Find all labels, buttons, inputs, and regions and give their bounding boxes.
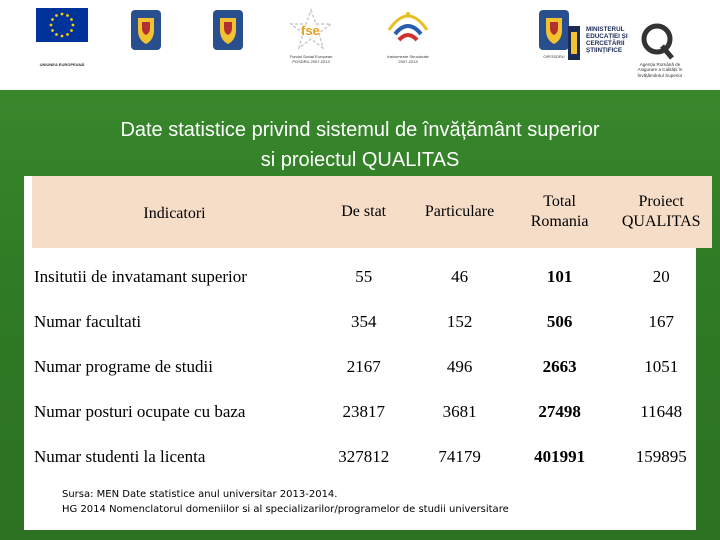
source-line-2: HG 2014 Nomenclatorul domeniilor si al specializarilor/programelor de studii universitare — [62, 504, 509, 515]
logo-bar — [0, 0, 720, 90]
row-total: 101 — [546, 267, 573, 286]
ministry-line: ȘTIINȚIFICE — [586, 47, 623, 54]
aracis-q-icon — [638, 20, 678, 62]
coat-of-arms-icon — [210, 8, 246, 52]
row-private: 46 — [451, 267, 469, 286]
header-indicator: Indicatori — [32, 176, 317, 248]
eu-label: UNIUNEA EUROPEANĂ — [39, 62, 85, 67]
statistics-table — [32, 176, 712, 473]
header-project — [610, 176, 712, 248]
row-indicator: Insitutii de invatamant superior — [34, 267, 247, 286]
row-total: 401991 — [534, 447, 586, 466]
row-project: 1051 — [644, 357, 679, 376]
row-state: 2167 — [346, 357, 381, 376]
row-private: 74179 — [438, 447, 481, 466]
aracis-label: Agenția Română de Asigurare a Calității în Învățământul Superior — [637, 62, 683, 78]
row-state: 327812 — [338, 447, 390, 466]
title-line-1: Date statistice privind sistemul de învățământ superior — [120, 119, 600, 141]
table-row — [32, 338, 712, 383]
ministry-line: MINISTERUL — [586, 26, 625, 33]
row-total: 506 — [546, 312, 573, 331]
eu-logo — [34, 8, 90, 82]
table-row — [32, 428, 712, 473]
row-total: 2663 — [542, 357, 577, 376]
fse-label: Fondul Social European POSDRU 2007-2013 — [289, 54, 333, 64]
coat-of-arms-icon — [128, 8, 164, 52]
fse-logo — [286, 8, 336, 82]
header-total-line-1: Total — [543, 193, 576, 210]
table-header-row — [32, 176, 712, 248]
structural-instruments-label: Instrumente Structurale 2007-2013 — [387, 54, 429, 64]
row-total: 27498 — [538, 402, 581, 421]
header-project-line-1: Proiect — [638, 193, 684, 210]
ministry-line: EDUCAȚIEI ȘI — [586, 33, 628, 40]
table-row — [32, 383, 712, 428]
header-state: De stat — [317, 176, 410, 248]
row-private: 496 — [446, 357, 473, 376]
row-private: 3681 — [442, 402, 477, 421]
header-total-line-2: Romania — [530, 213, 589, 230]
row-indicator: Numar studenti la licenta — [34, 447, 206, 466]
row-state: 55 — [355, 267, 373, 286]
slide-title — [0, 115, 720, 175]
source-line-1: Sursa: MEN Date statistice anul universitar 2013-2014. — [62, 489, 338, 500]
government-logo — [126, 8, 166, 82]
row-project: 20 — [652, 267, 670, 286]
oiposdru-label: OIPOSDRU — [543, 54, 565, 59]
row-state: 23817 — [342, 402, 385, 421]
header-project-line-2: QUALITAS — [621, 213, 701, 230]
row-private: 152 — [446, 312, 473, 331]
row-indicator: Numar posturi ocupate cu baza — [34, 402, 246, 421]
source-note — [62, 487, 509, 517]
svg-text:fse: fse — [301, 23, 320, 38]
structural-instruments-icon — [385, 8, 431, 52]
fse-star-icon — [289, 8, 333, 52]
row-indicator: Numar facultati — [34, 312, 142, 331]
ministry-line: CERCETĂRII — [586, 40, 625, 47]
government-logo-2 — [208, 8, 248, 82]
table-row — [32, 248, 712, 293]
header-private: Particulare — [410, 176, 508, 248]
title-line-2: si proiectul QUALITAS — [260, 149, 460, 171]
row-indicator: Numar programe de studii — [34, 357, 213, 376]
structural-instruments-logo — [382, 8, 434, 82]
row-state: 354 — [350, 312, 377, 331]
eu-flag-icon — [36, 8, 88, 42]
table-row — [32, 293, 712, 338]
row-project: 159895 — [635, 447, 687, 466]
ministry-emblem-icon — [566, 26, 582, 60]
row-project: 167 — [648, 312, 674, 331]
header-total — [509, 176, 611, 248]
ministry-name — [586, 26, 628, 54]
row-project: 11648 — [640, 402, 683, 421]
